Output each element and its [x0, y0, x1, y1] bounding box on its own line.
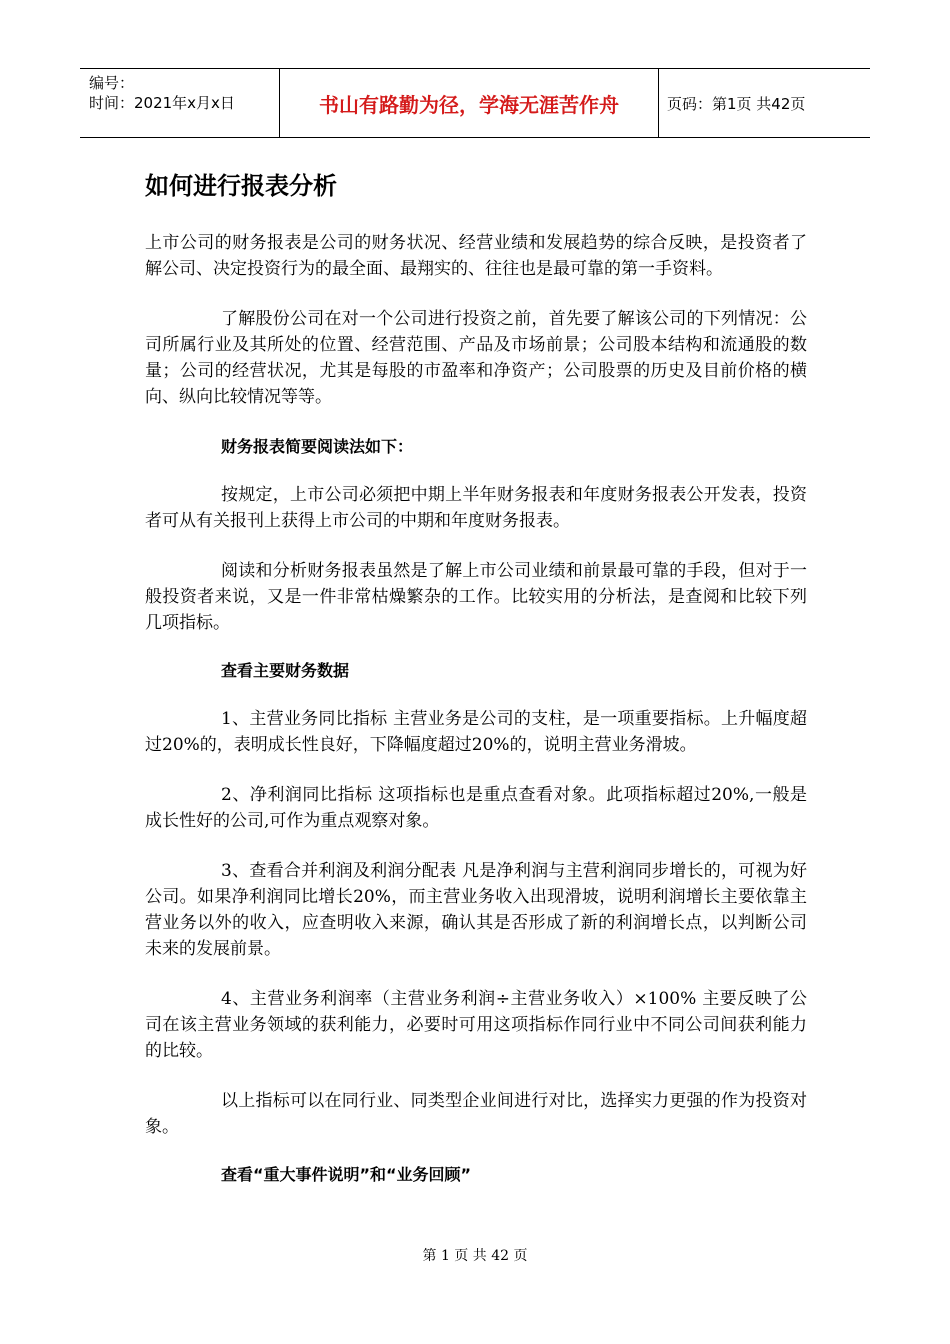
- paragraph: 上市公司的财务报表是公司的财务状况、经营业绩和发展趋势的综合反映，是投资者了解公司、决定投资行为的最全面、最翔实的、往往也是最可靠的第一手资料。: [145, 233, 807, 279]
- paragraph: 以上指标可以在同行业、同类型企业间进行对比，选择实力更强的作为投资对象。: [145, 1091, 807, 1137]
- date-label: 时间：2021年x月x日: [89, 94, 235, 112]
- page-footer: 第 1 页 共 42 页: [422, 1248, 528, 1264]
- paragraph: 按规定，上市公司必须把中期上半年财务报表和年度财务报表公开发表，投资者可从有关报刊上获得上市公司的中期和年度财务报表。: [145, 485, 807, 531]
- section-heading: 财务报表简要阅读法如下：: [221, 437, 414, 456]
- paragraph: 4、主营业务利润率（主营业务利润÷主营业务收入）×100% 主要反映了公司在该主营业务领域的获利能力，必要时可用这项指标作同行业中不同公司间获利能力的比较。: [145, 989, 807, 1061]
- paragraph: 阅读和分析财务报表虽然是了解上市公司业绩和前景最可靠的手段，但对于一般投资者来说，又是一件非常枯燥繁杂的工作。比较实用的分析法，是查阅和比较下列几项指标。: [145, 561, 807, 633]
- section-heading: 查看主要财务数据: [221, 661, 350, 680]
- header-meta: [80, 69, 280, 137]
- document-body: [145, 168, 807, 1188]
- number-label: 编号：: [89, 74, 135, 92]
- paragraph: 了解股份公司在对一个公司进行投资之前，首先要了解该公司的下列情况：公司所属行业及其所处的位置、经营范围、产品及市场前景；公司股本结构和流通股的数量；公司的经营状况，尤其是每股的市盈率和净资产；公司股票的历史及目前价格的横向、纵向比较情况等等。: [145, 309, 807, 407]
- paragraph: 3、查看合并利润及利润分配表 凡是净利润与主营利润同步增长的，可视为好公司。如果净利润同比增长20%，而主营业务收入出现滑坡，说明利润增长主要依靠主营业务以外的收入，应查明收入来源，确认其是否形成了新的利润增长点，以判断公司未来的发展前景。: [145, 861, 807, 959]
- section-heading: 查看“重大事件说明”和“业务回顾”: [221, 1165, 472, 1184]
- document-title: 如何进行报表分析: [145, 172, 337, 200]
- paragraph: 2、净利润同比指标 这项指标也是重点查看对象。此项指标超过20%,一般是成长性好的公司,可作为重点观察对象。: [145, 785, 807, 831]
- header-motto: 书山有路勤为径，学海无涯苦作舟: [280, 69, 659, 137]
- page-header: [80, 68, 870, 138]
- paragraph: 1、主营业务同比指标 主营业务是公司的支柱，是一项重要指标。上升幅度超过20%的，表明成长性良好，下降幅度超过20%的，说明主营业务滑坡。: [145, 709, 807, 755]
- header-page-info: 页码：第1页 共42页: [667, 94, 806, 113]
